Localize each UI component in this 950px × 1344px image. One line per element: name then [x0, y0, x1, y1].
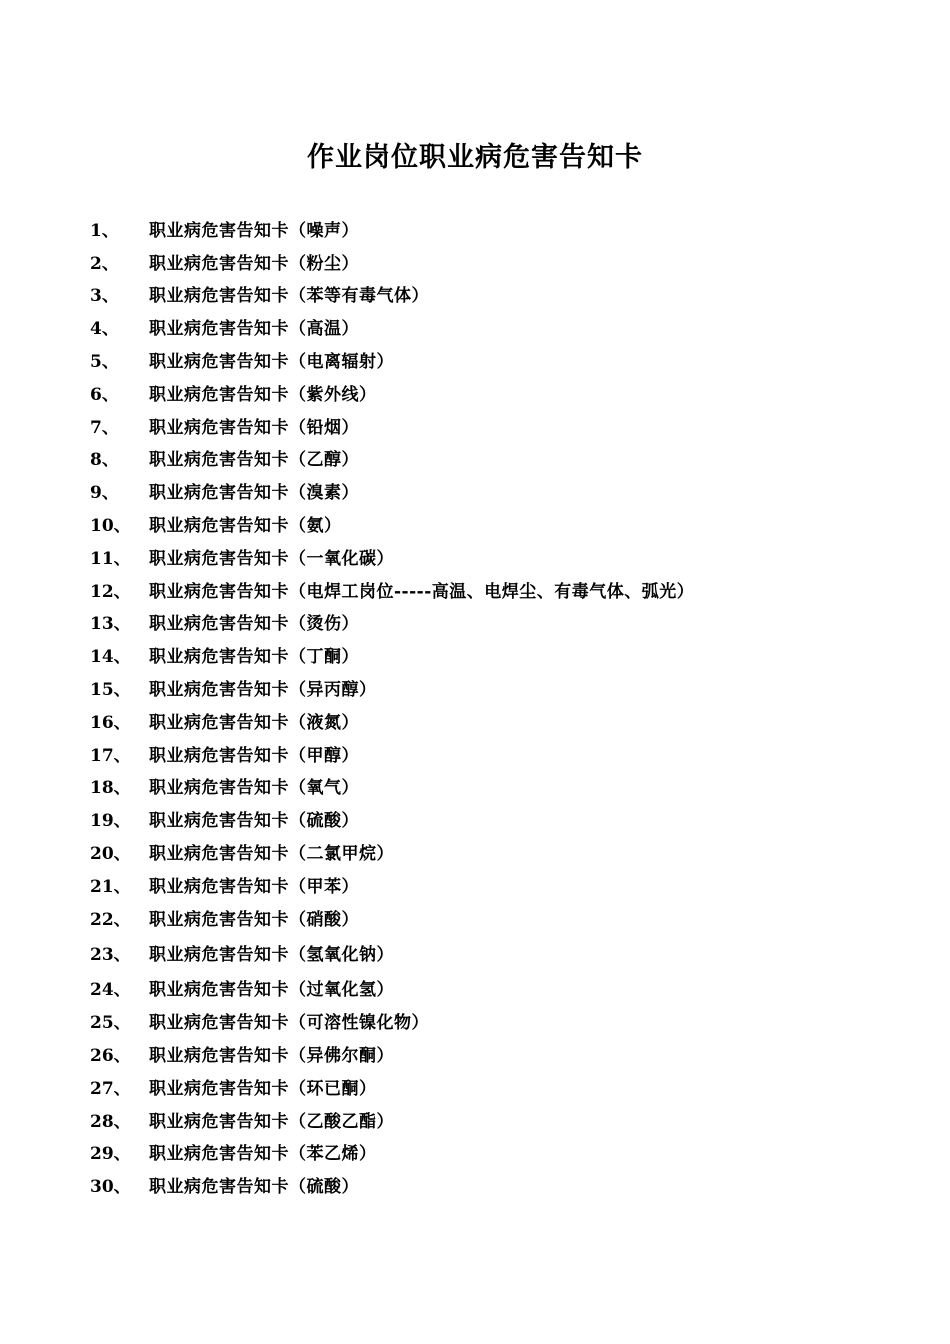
item-text: 职业病危害告知卡（乙醇） [149, 450, 359, 471]
list-item [90, 704, 910, 737]
item-number: 2、 [90, 253, 119, 274]
item-number: 22、 [90, 909, 131, 930]
item-number: 19、 [90, 811, 131, 832]
list-item [90, 1168, 910, 1201]
item-number: 29、 [90, 1144, 131, 1165]
item-text: 职业病危害告知卡（丁酮） [149, 647, 359, 668]
item-number: 20、 [90, 844, 131, 865]
list-item [90, 606, 910, 639]
item-text: 职业病危害告知卡（可溶性镍化物） [149, 1013, 429, 1034]
item-number: 7、 [90, 417, 119, 438]
list-item [90, 671, 910, 704]
list-item [90, 573, 910, 606]
item-number: 1、 [90, 220, 119, 241]
item-number: 16、 [90, 712, 131, 733]
item-number: 12、 [90, 581, 131, 602]
list-item [90, 507, 910, 540]
item-text: 职业病危害告知卡（高温） [149, 319, 359, 340]
item-number: 27、 [90, 1078, 131, 1099]
list-item [90, 737, 910, 770]
item-text: 职业病危害告知卡（氨） [149, 516, 342, 537]
item-text: 职业病危害告知卡（液氮） [149, 712, 359, 733]
list-item [90, 901, 910, 934]
item-text: 职业病危害告知卡（异佛尔酮） [149, 1046, 394, 1067]
item-text: 职业病危害告知卡（电焊工岗位-----高温、电焊尘、有毒气体、弧光） [149, 581, 695, 602]
item-text: 职业病危害告知卡（烫伤） [149, 614, 359, 635]
item-number: 28、 [90, 1111, 131, 1132]
item-number: 14、 [90, 647, 131, 668]
list-item [90, 1004, 910, 1037]
item-text: 职业病危害告知卡（粉尘） [149, 253, 359, 274]
item-number: 8、 [90, 450, 119, 471]
item-text: 职业病危害告知卡（硫酸） [149, 811, 359, 832]
list-item [90, 212, 910, 245]
item-text: 职业病危害告知卡（硫酸） [149, 1177, 359, 1198]
page-title: 作业岗位职业病危害告知卡 [307, 142, 643, 173]
list-item [90, 409, 910, 442]
item-number: 4、 [90, 319, 119, 340]
list-item [90, 770, 910, 803]
item-text: 职业病危害告知卡（过氧化氢） [149, 980, 394, 1001]
item-text: 职业病危害告知卡（氧气） [149, 778, 359, 799]
item-number: 21、 [90, 876, 131, 897]
item-number: 10、 [90, 516, 131, 537]
list-item [90, 343, 910, 376]
item-number: 30、 [90, 1177, 131, 1198]
item-text: 职业病危害告知卡（电离辐射） [149, 352, 394, 373]
item-number: 23、 [90, 945, 131, 966]
item-text: 职业病危害告知卡（噪声） [149, 220, 359, 241]
item-text: 职业病危害告知卡（甲苯） [149, 876, 359, 897]
list-item [90, 835, 910, 868]
list-item [90, 1136, 910, 1169]
list-item [90, 934, 910, 972]
item-text: 职业病危害告知卡（苯乙烯） [149, 1144, 377, 1165]
item-text: 职业病危害告知卡（异丙醇） [149, 680, 377, 701]
item-text: 职业病危害告知卡（甲醇） [149, 745, 359, 766]
item-text: 职业病危害告知卡（溴素） [149, 483, 359, 504]
item-text: 职业病危害告知卡（氢氧化钠） [149, 945, 394, 966]
item-text: 职业病危害告知卡（环已酮） [149, 1078, 377, 1099]
item-number: 24、 [90, 980, 131, 1001]
item-number: 13、 [90, 614, 131, 635]
item-text: 职业病危害告知卡（乙酸乙酯） [149, 1111, 394, 1132]
list-item [90, 638, 910, 671]
item-number: 15、 [90, 680, 131, 701]
list-item [90, 972, 910, 1005]
list-item [90, 802, 910, 835]
card-list [90, 212, 910, 1201]
item-number: 25、 [90, 1013, 131, 1034]
list-item [90, 245, 910, 278]
item-text: 职业病危害告知卡（硝酸） [149, 909, 359, 930]
item-number: 18、 [90, 778, 131, 799]
list-item [90, 278, 910, 311]
list-item [90, 1070, 910, 1103]
list-item [90, 1037, 910, 1070]
item-number: 9、 [90, 483, 119, 504]
item-text: 职业病危害告知卡（紫外线） [149, 384, 377, 405]
item-text: 职业病危害告知卡（苯等有毒气体） [149, 286, 429, 307]
item-number: 17、 [90, 745, 131, 766]
item-number: 11、 [90, 548, 131, 569]
list-item [90, 376, 910, 409]
list-item [90, 474, 910, 507]
item-number: 6、 [90, 384, 119, 405]
item-text: 职业病危害告知卡（一氧化碳） [149, 548, 394, 569]
item-text: 职业病危害告知卡（铅烟） [149, 417, 359, 438]
item-number: 5、 [90, 352, 119, 373]
item-number: 26、 [90, 1046, 131, 1067]
item-number: 3、 [90, 286, 119, 307]
list-item [90, 442, 910, 475]
list-item [90, 540, 910, 573]
list-item [90, 1103, 910, 1136]
list-item [90, 310, 910, 343]
item-text: 职业病危害告知卡（二氯甲烷） [149, 844, 394, 865]
list-item [90, 868, 910, 901]
